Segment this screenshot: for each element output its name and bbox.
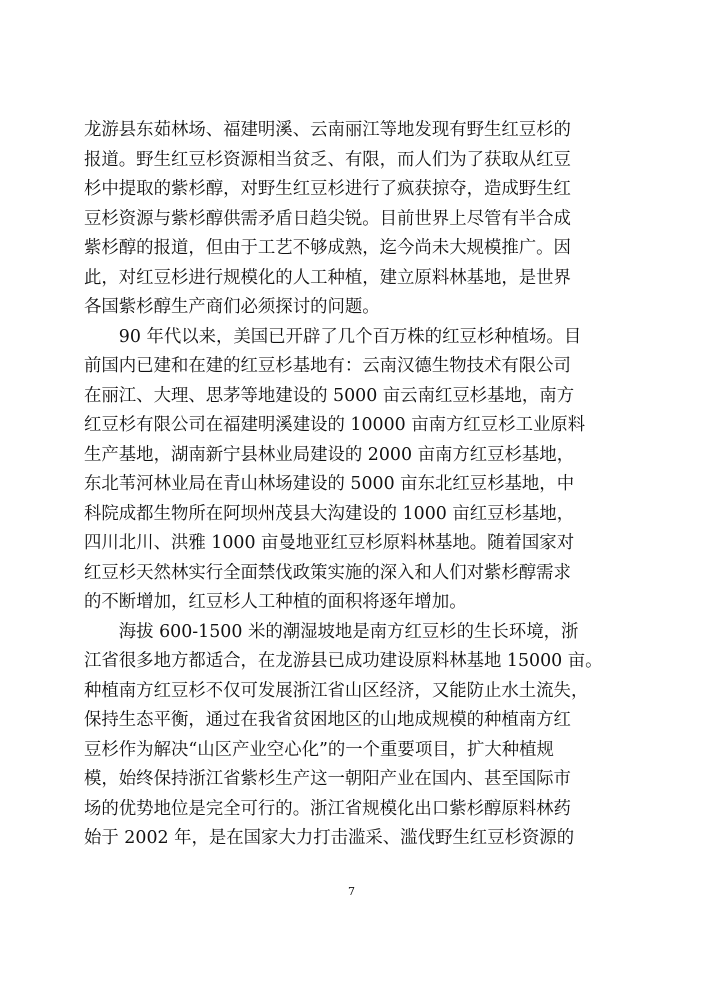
text-line: 始于 2002 年，是在国家大力打击滥采、滥伐野生红豆杉资源的 (84, 828, 575, 848)
text-line: 各国紫杉醇生产商们必须探讨的问题。 (84, 297, 380, 317)
text-line: 豆杉作为解决“山区产业空心化”的一个重要项目，扩大种植规 (84, 739, 554, 760)
text-line: 紫杉醇的报道，但由于工艺不够成熟，迄今尚未大规模推广。因 (84, 238, 571, 258)
text-line: 前国内已建和在建的红豆杉基地有：云南汉德生物技术有限公司 (84, 356, 571, 376)
text-line: 红豆杉有限公司在福建明溪建设的 10000 亩南方红豆杉工业原料 (84, 415, 586, 435)
text-line: 报道。野生红豆杉资源相当贫乏、有限，而人们为了获取从红豆 (84, 149, 571, 170)
text-line: 在丽江、大理、思茅等地建设的 5000 亩云南红豆杉基地，南方 (84, 385, 575, 406)
text-line: 此，对红豆杉进行规模化的人工种植，建立原料林基地，是世界 (84, 267, 571, 288)
text-line: 海拔 600-1500 米的潮湿坡地是南方红豆杉的生长环境，浙 (84, 621, 579, 642)
text-line: 90 年代以来，美国已开辟了几个百万株的红豆杉种植场。目 (84, 326, 582, 347)
text-line: 江省很多地方都适合，在龙游县已成功建设原料林基地 15000 亩。 (84, 651, 603, 671)
text-line: 东北苇河林业局在青山林场建设的 5000 亩东北红豆杉基地，中 (84, 474, 575, 494)
page-number: 7 (348, 885, 355, 898)
text-line: 红豆杉天然林实行全面禁伐政策实施的深入和人们对紫杉醇需求 (84, 562, 571, 583)
text-line: 豆杉资源与紫杉醇供需矛盾日趋尖锐。目前世界上尽管有半合成 (84, 208, 571, 229)
text-line: 杉中提取的紫杉醇，对野生红豆杉进行了疯获掠夺，造成野生红 (84, 179, 571, 199)
text-line: 龙游县东茹林场、福建明溪、云南丽江等地发现有野生红豆杉的 (84, 120, 571, 140)
text-line: 种植南方红豆杉不仅可发展浙江省山区经济，又能防止水土流失， (84, 680, 589, 701)
body-text (84, 116, 624, 854)
text-line: 模，始终保持浙江省紫杉生产这一朝阳产业在国内、甚至国际市 (84, 769, 571, 789)
text-line: 的不断增加，红豆杉人工种植的面积将逐年增加。 (84, 592, 467, 612)
text-line: 场的优势地位是完全可行的。浙江省规模化出口紫杉醇原料林药 (84, 798, 571, 819)
text-line: 生产基地，湖南新宁县林业局建设的 2000 亩南方红豆杉基地， (84, 444, 575, 465)
text-line: 保持生态平衡，通过在我省贫困地区的山地成规模的种植南方红 (84, 710, 571, 730)
text-line: 四川北川、洪雅 1000 亩曼地亚红豆杉原料林基地。随着国家对 (84, 533, 575, 553)
text-line: 科院成都生物所在阿坝州茂县大沟建设的 1000 亩红豆杉基地， (84, 503, 575, 524)
